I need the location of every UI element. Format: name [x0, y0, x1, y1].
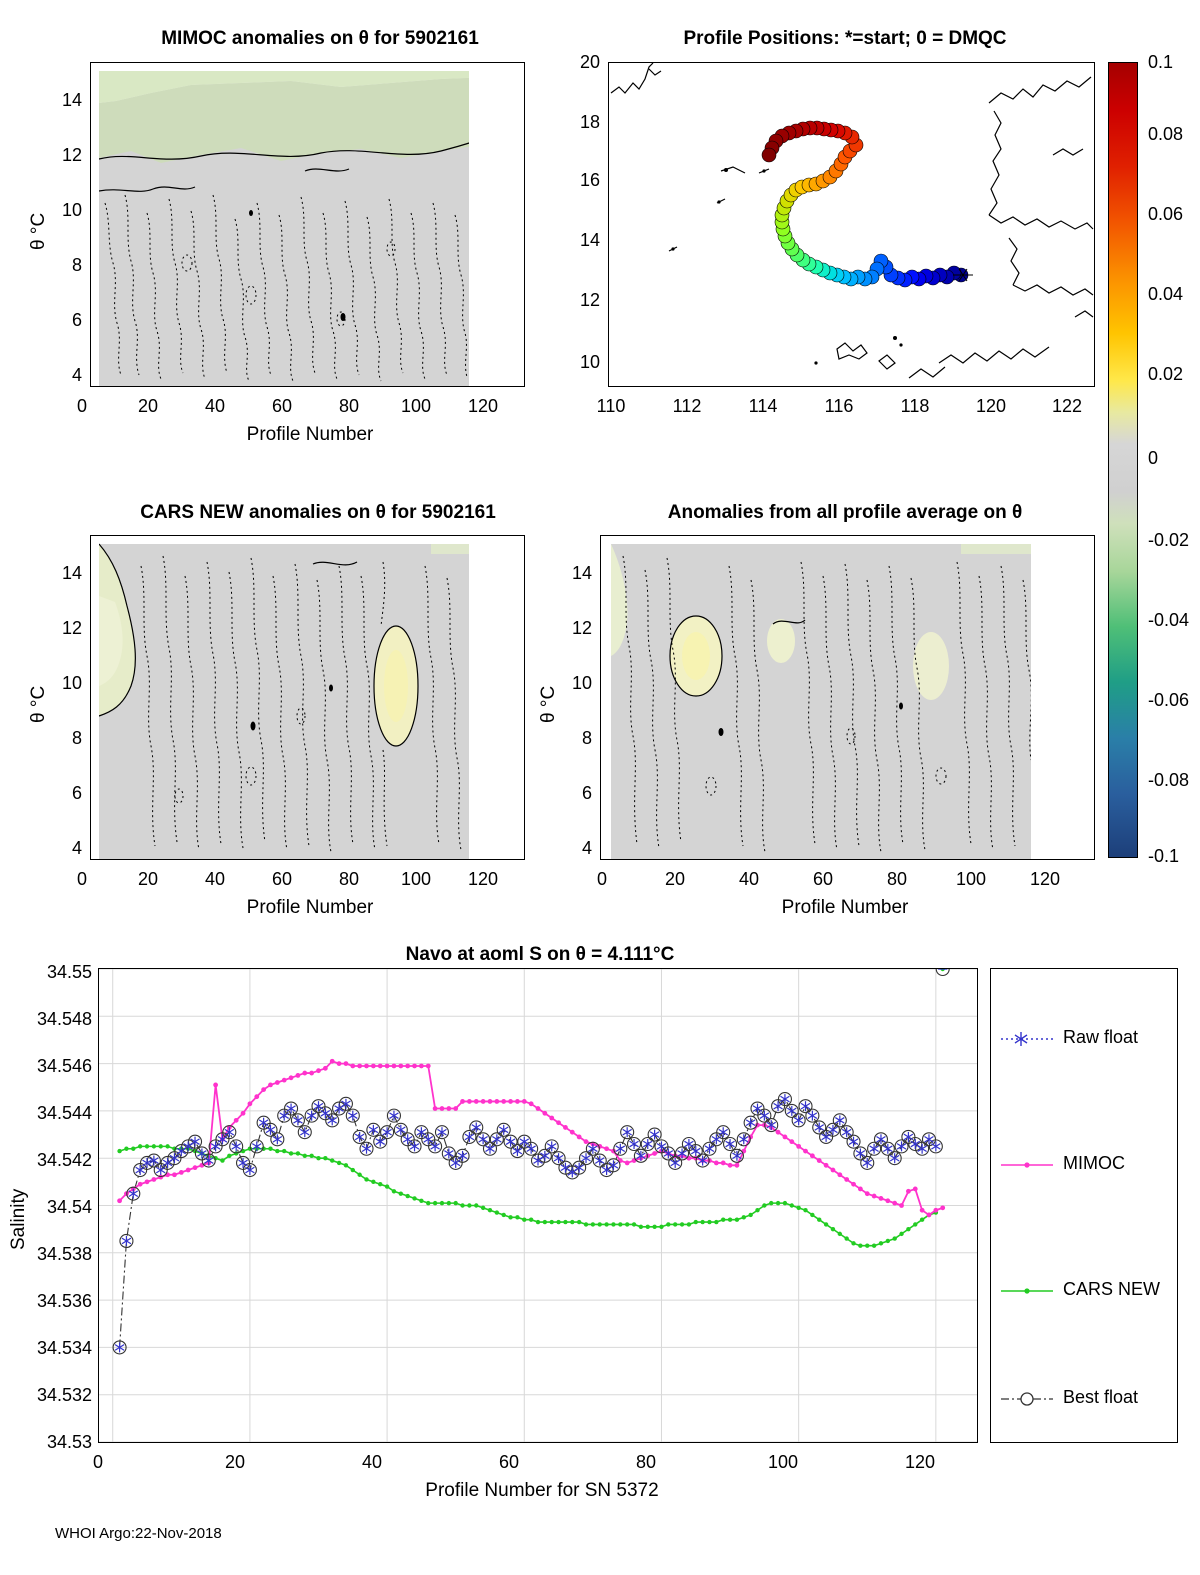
salinity-ytick-0: 34.53: [46, 1432, 92, 1452]
mimoc-xtick-120: 120: [467, 396, 499, 416]
positions-title: Profile Positions: *=start; 0 = DMQC: [683, 28, 1007, 49]
legend-label-raw-float: Raw float: [1063, 1027, 1139, 1047]
salinity-ytick-3: 34.536: [36, 1291, 92, 1311]
cars-contour-plot: [91, 536, 524, 859]
allprof-ylabel: θ °C: [538, 685, 559, 723]
cars-ylabel: θ °C: [28, 685, 49, 723]
salinity-ytick-1: 34.532: [36, 1385, 92, 1405]
footer-text: WHOI Argo:22-Nov-2018: [55, 1525, 222, 1542]
legend-label-best-float: Best float: [1063, 1387, 1139, 1407]
positions-axes: [608, 62, 1095, 387]
salinity-ytick-10: 34.55: [46, 962, 92, 982]
cars-axes: [90, 535, 525, 860]
salinity-plot: [99, 969, 977, 1442]
legend-label-mimoc: MIMOC: [1063, 1153, 1125, 1173]
cars-xtick-120: 120: [467, 869, 499, 889]
allprof-xlabel: Profile Number: [781, 897, 909, 918]
salinity-legend: [990, 968, 1178, 1443]
salinity-xtick-100: 100: [767, 1452, 799, 1472]
allprof-ytick-10: 10: [571, 673, 592, 693]
legend-label-cars-new: CARS NEW: [1063, 1279, 1161, 1299]
mimoc-xtick-100: 100: [400, 396, 432, 416]
salinity-xlabel: Profile Number for SN 5372: [425, 1480, 659, 1501]
positions-xtick-110: 110: [596, 396, 626, 416]
allprof-ytick-14: 14: [571, 563, 592, 583]
mimoc-ytick-10: 10: [61, 200, 82, 220]
cars-ytick-6: 6: [71, 783, 82, 803]
salinity-title: Navo at aoml S on θ = 4.111°C: [405, 944, 675, 965]
cars-xlabel: Profile Number: [246, 897, 374, 918]
salinity-ytick-5: 34.54: [46, 1197, 92, 1217]
mimoc-ylabel: θ °C: [28, 212, 49, 250]
positions-ytick-20: 20: [579, 52, 600, 72]
positions-ytick-12: 12: [579, 290, 600, 310]
mimoc-ytick-8: 8: [71, 255, 82, 275]
cars-ytick-14: 14: [61, 563, 82, 583]
allprof-xtick-40: 40: [738, 869, 760, 889]
allprof-xtick-80: 80: [886, 869, 908, 889]
cars-xtick-60: 60: [271, 869, 293, 889]
salinity-ytick-8: 34.546: [36, 1056, 92, 1076]
salinity-ytick-6: 34.542: [36, 1150, 92, 1170]
mimoc-xtick-0: 0: [76, 396, 87, 416]
mimoc-ytick-14: 14: [61, 90, 82, 110]
salinity-ytick-4: 34.538: [36, 1244, 92, 1264]
cars-ytick-12: 12: [61, 618, 82, 638]
cars-xtick-20: 20: [137, 869, 159, 889]
allprof-xtick-20: 20: [664, 869, 686, 889]
salinity-ylabel: Salinity: [8, 1188, 29, 1250]
allprof-xtick-120: 120: [1029, 869, 1061, 889]
colorbar-tick-2: 0.06: [1148, 204, 1184, 224]
positions-ytick-14: 14: [579, 230, 600, 250]
mimoc-ytick-12: 12: [61, 145, 82, 165]
cars-xtick-100: 100: [400, 869, 432, 889]
salinity-xtick-40: 40: [361, 1452, 383, 1472]
cars-ytick-10: 10: [61, 673, 82, 693]
allprof-ytick-6: 6: [581, 783, 592, 803]
salinity-ytick-7: 34.544: [36, 1103, 92, 1123]
positions-map: [609, 63, 1094, 386]
colorbar-tick-1: 0.08: [1148, 124, 1184, 144]
colorbar-tick-7: -0.04: [1148, 610, 1190, 630]
colorbar-tick-4: 0.02: [1148, 364, 1184, 384]
salinity-xtick-0: 0: [92, 1452, 103, 1472]
colorbar-gradient: [1108, 62, 1138, 858]
mimoc-ytick-4: 4: [71, 365, 82, 385]
mimoc-axes: [90, 62, 525, 387]
mimoc-xlabel: Profile Number: [246, 424, 374, 445]
mimoc-ytick-6: 6: [71, 310, 82, 330]
salinity-xtick-80: 80: [635, 1452, 657, 1472]
allprof-contour-plot: [601, 536, 1094, 859]
allprof-xtick-60: 60: [812, 869, 834, 889]
mimoc-xtick-20: 20: [137, 396, 159, 416]
cars-ytick-8: 8: [71, 728, 82, 748]
salinity-xtick-60: 60: [498, 1452, 520, 1472]
colorbar-tick-0: 0.1: [1148, 52, 1174, 72]
allprof-ytick-4: 4: [581, 838, 592, 858]
mimoc-xtick-40: 40: [204, 396, 226, 416]
cars-title: CARS NEW anomalies on θ for 5902161: [140, 502, 496, 523]
positions-xtick-112: 112: [672, 396, 702, 416]
allprof-ytick-12: 12: [571, 618, 592, 638]
cars-xtick-0: 0: [76, 869, 87, 889]
salinity-axes: [98, 968, 978, 1443]
positions-ytick-18: 18: [579, 112, 600, 132]
positions-ytick-16: 16: [579, 170, 600, 190]
allprof-title: Anomalies from all profile average on θ: [667, 502, 1023, 523]
salinity-xtick-20: 20: [224, 1452, 246, 1472]
colorbar-tick-8: -0.06: [1148, 690, 1190, 710]
allprof-ytick-8: 8: [581, 728, 592, 748]
colorbar-tick-6: -0.02: [1148, 530, 1190, 550]
salinity-ytick-9: 34.548: [36, 1009, 92, 1029]
allprof-xtick-0: 0: [596, 869, 607, 889]
positions-xtick-116: 116: [824, 396, 854, 416]
cars-xtick-80: 80: [338, 869, 360, 889]
allprof-axes: [600, 535, 1095, 860]
mimoc-contour-plot: [91, 63, 524, 386]
colorbar-tick-5: 0: [1148, 448, 1159, 468]
mimoc-title: MIMOC anomalies on θ for 5902161: [161, 28, 479, 49]
mimoc-xtick-80: 80: [338, 396, 360, 416]
colorbar-tick-9: -0.08: [1148, 770, 1190, 790]
salinity-ytick-2: 34.534: [36, 1338, 92, 1358]
positions-xtick-114: 114: [748, 396, 778, 416]
positions-ytick-10: 10: [579, 352, 600, 372]
positions-xtick-122: 122: [1051, 396, 1083, 416]
positions-xtick-120: 120: [975, 396, 1007, 416]
cars-ytick-4: 4: [71, 838, 82, 858]
mimoc-xtick-60: 60: [271, 396, 293, 416]
colorbar-tick-10: -0.1: [1148, 846, 1180, 866]
salinity-xtick-120: 120: [904, 1452, 936, 1472]
colorbar-tick-3: 0.04: [1148, 284, 1184, 304]
positions-xtick-118: 118: [900, 396, 930, 416]
cars-xtick-40: 40: [204, 869, 226, 889]
allprof-xtick-100: 100: [955, 869, 987, 889]
